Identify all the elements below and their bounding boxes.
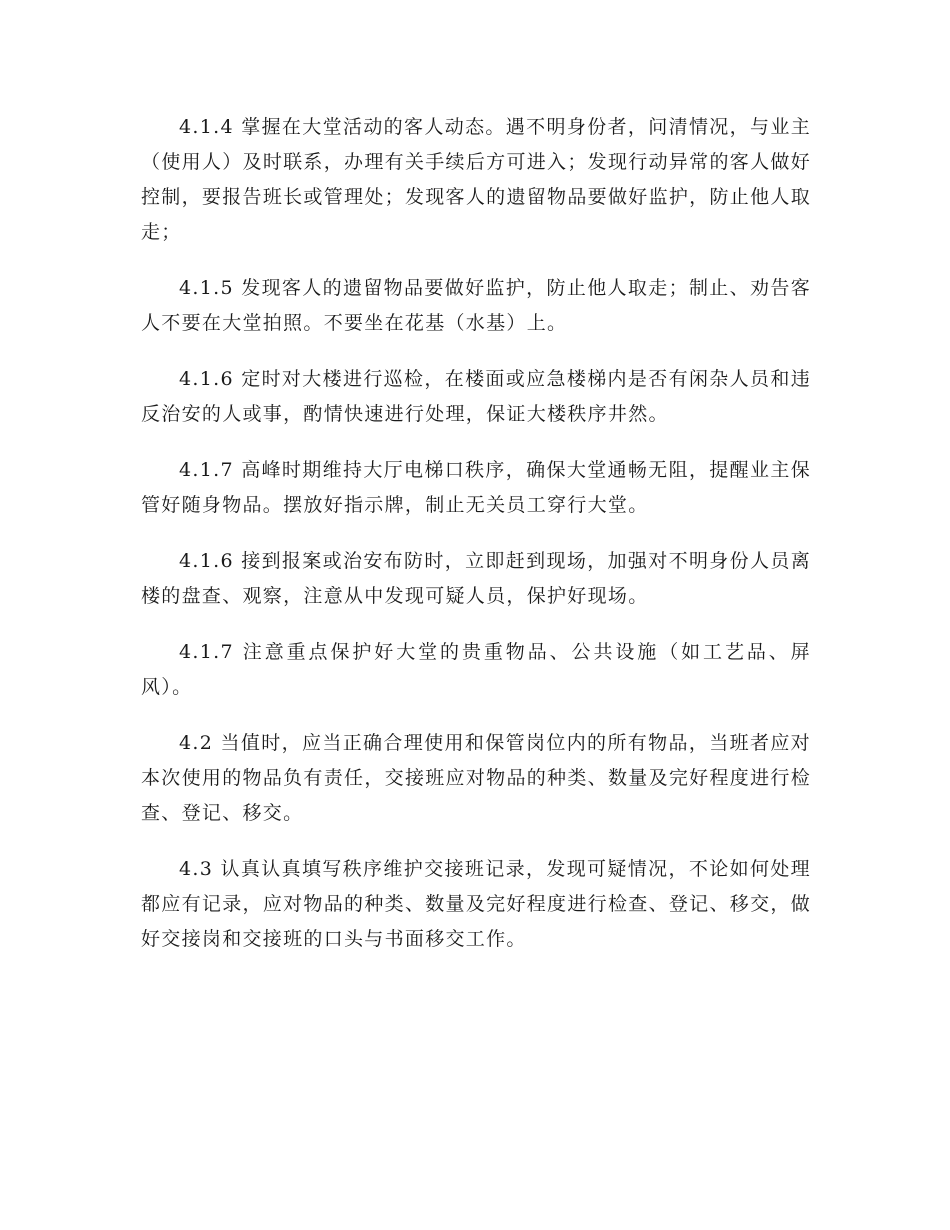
paragraph-4-1-7-elevator: 4.1.7 高峰时期维持大厅电梯口秩序，确保大堂通畅无阻，提醒业主保管好随身物品。摆放好指示牌，制止无关员工穿行大堂。 xyxy=(141,459,811,516)
paragraph-4-3: 4.3 认真认真填写秩序维护交接班记录，发现可疑情况，不论如何处理都应有记录，应对物品的种类、数量及完好程度进行检查、登记、移交，做好交接岗和交接班的口头与书面移交工作。 xyxy=(141,858,811,950)
paragraph-4-1-4: 4.1.4 掌握在大堂活动的客人动态。遇不明身份者，问清情况，与业主（使用人）及时联系，办理有关手续后方可进入；发现行动异常的客人做好控制，要报告班长或管理处；发现客人的遗留物品要做好监护，防止他人取走； xyxy=(141,116,811,243)
paragraph-4-1-5: 4.1.5 发现客人的遗留物品要做好监护，防止他人取走；制止、劝告客人不要在大堂拍照。不要坐在花基（水基）上。 xyxy=(141,277,811,334)
paragraph-4-1-6-incident: 4.1.6 接到报案或治安布防时，立即赶到现场，加强对不明身份人员离楼的盘查、观察，注意从中发现可疑人员，保护好现场。 xyxy=(141,550,811,607)
paragraph-4-1-6-patrol: 4.1.6 定时对大楼进行巡检，在楼面或应急楼梯内是否有闲杂人员和违反治安的人或事，酌情快速进行处理，保证大楼秩序井然。 xyxy=(141,368,811,425)
paragraph-4-2: 4.2 当值时，应当正确合理使用和保管岗位内的所有物品，当班者应对本次使用的物品负有责任，交接班应对物品的种类、数量及完好程度进行检查、登记、移交。 xyxy=(141,732,811,824)
document-body xyxy=(141,110,811,978)
paragraph-4-1-7-valuables: 4.1.7 注意重点保护好大堂的贵重物品、公共设施（如工艺品、屏风）。 xyxy=(141,641,811,698)
